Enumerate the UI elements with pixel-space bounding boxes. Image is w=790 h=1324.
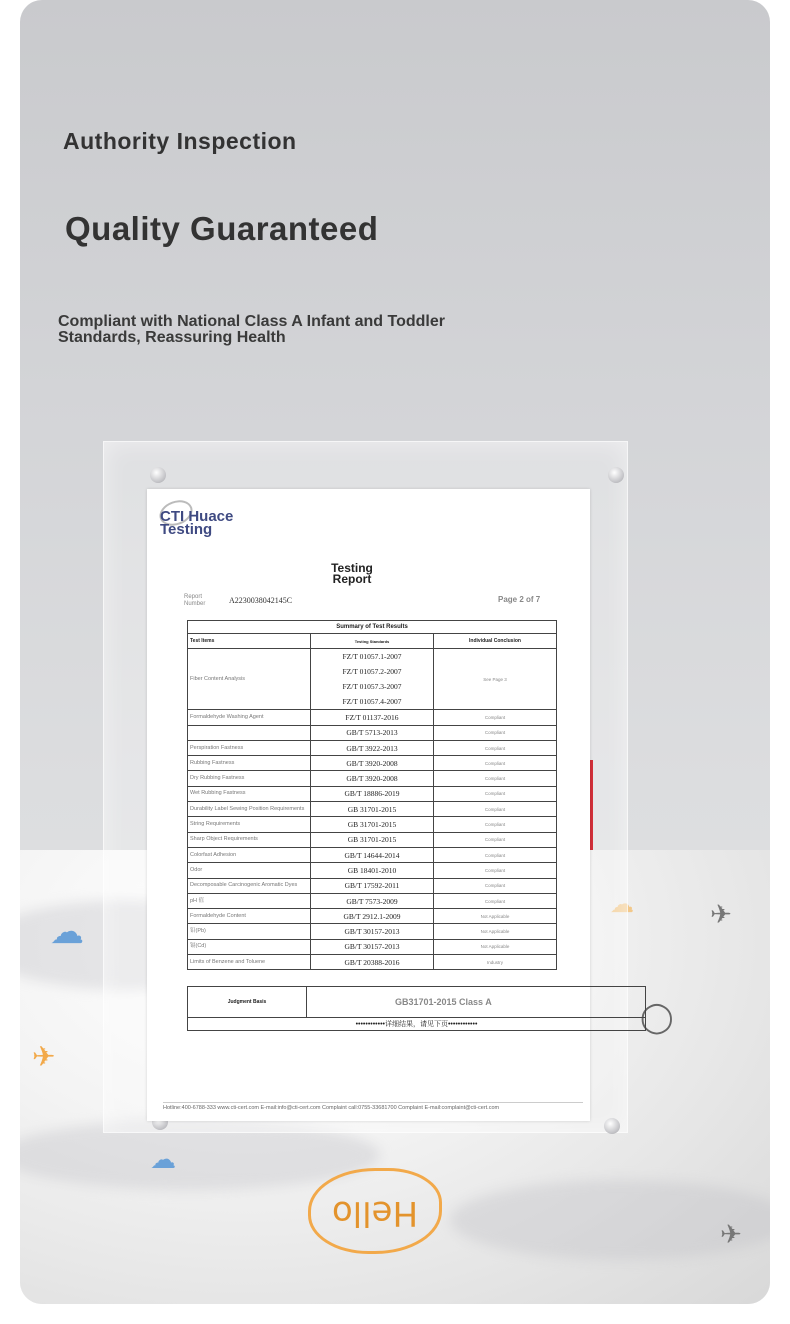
standard-cell: FZ/T 01137-2016 bbox=[311, 710, 434, 725]
cloud-doodle: ☁ bbox=[610, 890, 634, 918]
test-item-cell: String Requirements bbox=[188, 817, 311, 832]
standard-cell: GB/T 30157-2013 bbox=[311, 939, 434, 954]
standard-cell: GB 31701-2015 bbox=[311, 832, 434, 847]
standard-cell: GB/T 5713-2013 bbox=[311, 725, 434, 740]
standard-cell: GB 18401-2010 bbox=[311, 863, 434, 878]
conclusion-cell: Compliant bbox=[434, 847, 557, 862]
header-conclusion: Individual Conclusion bbox=[434, 634, 557, 649]
test-item-cell: Limits of Benzene and Toluene bbox=[188, 955, 311, 970]
conclusion-cell: Compliant bbox=[434, 710, 557, 725]
test-item-cell: Formaldehyde Content bbox=[188, 909, 311, 924]
conclusion-cell: Compliant bbox=[434, 725, 557, 740]
standard-cell: GB/T 18886-2019 bbox=[311, 786, 434, 801]
test-item-cell: Dry Rubbing Fastness bbox=[188, 771, 311, 786]
conclusion-cell: See Page 3 bbox=[434, 649, 557, 710]
table-row bbox=[188, 649, 557, 710]
headline-quality: Quality Guaranteed bbox=[65, 210, 379, 247]
table-caption: Summary of Test Results bbox=[188, 621, 557, 634]
table-row bbox=[188, 802, 557, 817]
conclusion-cell: Compliant bbox=[434, 878, 557, 893]
table-row bbox=[188, 710, 557, 725]
report-number: A2230038042145C bbox=[229, 596, 293, 605]
table-row bbox=[188, 909, 557, 924]
continued-note: ••••••••••••详细结果，请见下页•••••••••••• bbox=[188, 1018, 646, 1031]
conclusion-cell: Not Applicable bbox=[434, 939, 557, 954]
standard-cell: GB/T 3920-2008 bbox=[311, 771, 434, 786]
standard-cell: GB/T 2912.1-2009 bbox=[311, 909, 434, 924]
standard-cell: GB/T 3922-2013 bbox=[311, 740, 434, 755]
company-logo-text: CTI Huace Testing bbox=[160, 508, 234, 538]
conclusion-cell: Compliant bbox=[434, 802, 557, 817]
table-row bbox=[188, 924, 557, 939]
test-item-cell: pH 值 bbox=[188, 893, 311, 908]
hello-print: Hello bbox=[308, 1168, 442, 1254]
header-test-items: Test Items bbox=[188, 634, 311, 649]
header-standards: Testing Standards bbox=[311, 634, 434, 649]
test-item-cell bbox=[188, 725, 311, 740]
standard-cell: FZ/T 01057.1-2007 FZ/T 01057.2-2007 FZ/T 01057.3-2007 FZ/T 01057.4-2007 bbox=[311, 649, 434, 710]
screw-icon bbox=[608, 467, 624, 483]
conclusion-cell: Not Applicable bbox=[434, 909, 557, 924]
standard-cell: GB/T 14644-2014 bbox=[311, 847, 434, 862]
table-row bbox=[188, 832, 557, 847]
test-item-cell: Perspiration Fastness bbox=[188, 740, 311, 755]
test-item-cell: Formaldehyde Washing Agent bbox=[188, 710, 311, 725]
conclusion-cell: Not Applicable bbox=[434, 924, 557, 939]
results-table bbox=[187, 620, 557, 970]
table-row bbox=[188, 863, 557, 878]
table-row bbox=[188, 771, 557, 786]
ring-doodle: ◯ bbox=[640, 1000, 674, 1035]
test-item-cell: Wet Rubbing Fastness bbox=[188, 786, 311, 801]
standard-cell: GB/T 7573-2009 bbox=[311, 893, 434, 908]
results-rows bbox=[188, 649, 557, 970]
conclusion-cell: Compliant bbox=[434, 817, 557, 832]
table-row bbox=[188, 740, 557, 755]
table-row bbox=[188, 756, 557, 771]
judgment-label: Judgment Basis bbox=[188, 987, 307, 1018]
conclusion-cell: Compliant bbox=[434, 786, 557, 801]
test-item-cell: 铅(Pb) bbox=[188, 924, 311, 939]
table-row bbox=[188, 878, 557, 893]
table-row bbox=[188, 939, 557, 954]
table-row bbox=[188, 847, 557, 862]
table-row bbox=[188, 725, 557, 740]
table-row bbox=[188, 893, 557, 908]
standard-cell: GB/T 17592-2011 bbox=[311, 878, 434, 893]
test-item-cell: 镉(Cd) bbox=[188, 939, 311, 954]
test-item-cell: Decomposable Carcinogenic Aromatic Dyes bbox=[188, 878, 311, 893]
conclusion-cell: Compliant bbox=[434, 756, 557, 771]
test-item-cell: Odor bbox=[188, 863, 311, 878]
test-report-document bbox=[147, 489, 590, 1121]
bird-doodle: ✈ bbox=[720, 1220, 742, 1250]
conclusion-cell: Compliant bbox=[434, 863, 557, 878]
conclusion-cell: Compliant bbox=[434, 771, 557, 786]
table-row bbox=[188, 786, 557, 801]
test-item-cell: Durability Label Sewing Position Requirements bbox=[188, 802, 311, 817]
test-item-cell: Fiber Content Analysis bbox=[188, 649, 311, 710]
screw-icon bbox=[150, 467, 166, 483]
report-footer: Hotline:400-6788-333 www.cti-cert.com E-mail:info@cti-cert.com Complaint call:0755-33681700 Complaint E-mail:complaint@cti-cert.com bbox=[163, 1102, 583, 1111]
judgment-value: GB31701-2015 Class A bbox=[307, 987, 646, 1018]
table-row bbox=[188, 955, 557, 970]
report-number-label: Report Number bbox=[184, 594, 206, 607]
screw-icon bbox=[604, 1118, 620, 1134]
cloud-doodle: ☁ bbox=[150, 1145, 176, 1175]
judgment-table bbox=[187, 986, 646, 1031]
standard-cell: GB/T 3920-2008 bbox=[311, 756, 434, 771]
page-number: Page 2 of 7 bbox=[498, 595, 541, 604]
test-item-cell: Rubbing Fastness bbox=[188, 756, 311, 771]
test-item-cell: Sharp Object Requirements bbox=[188, 832, 311, 847]
standard-cell: GB 31701-2015 bbox=[311, 817, 434, 832]
plane-doodle: ✈ bbox=[32, 1040, 56, 1073]
conclusion-cell: Compliant bbox=[434, 893, 557, 908]
conclusion-cell: Compliant bbox=[434, 832, 557, 847]
standard-cell: GB/T 20388-2016 bbox=[311, 955, 434, 970]
conclusion-cell: Industry bbox=[434, 955, 557, 970]
standard-cell: GB/T 30157-2013 bbox=[311, 924, 434, 939]
conclusion-cell: Compliant bbox=[434, 740, 557, 755]
standard-cell: GB 31701-2015 bbox=[311, 802, 434, 817]
table-row bbox=[188, 817, 557, 832]
bird-doodle: ✈ bbox=[710, 900, 732, 930]
headline-authority: Authority Inspection bbox=[63, 128, 297, 154]
report-title: Testing Report bbox=[331, 561, 373, 586]
cloud-doodle: ☁ bbox=[50, 912, 84, 952]
test-item-cell: Colorfast Adhesion bbox=[188, 847, 311, 862]
headline-compliance: Compliant with National Class A Infant and Toddler Standards, Reassuring Health bbox=[58, 313, 445, 346]
